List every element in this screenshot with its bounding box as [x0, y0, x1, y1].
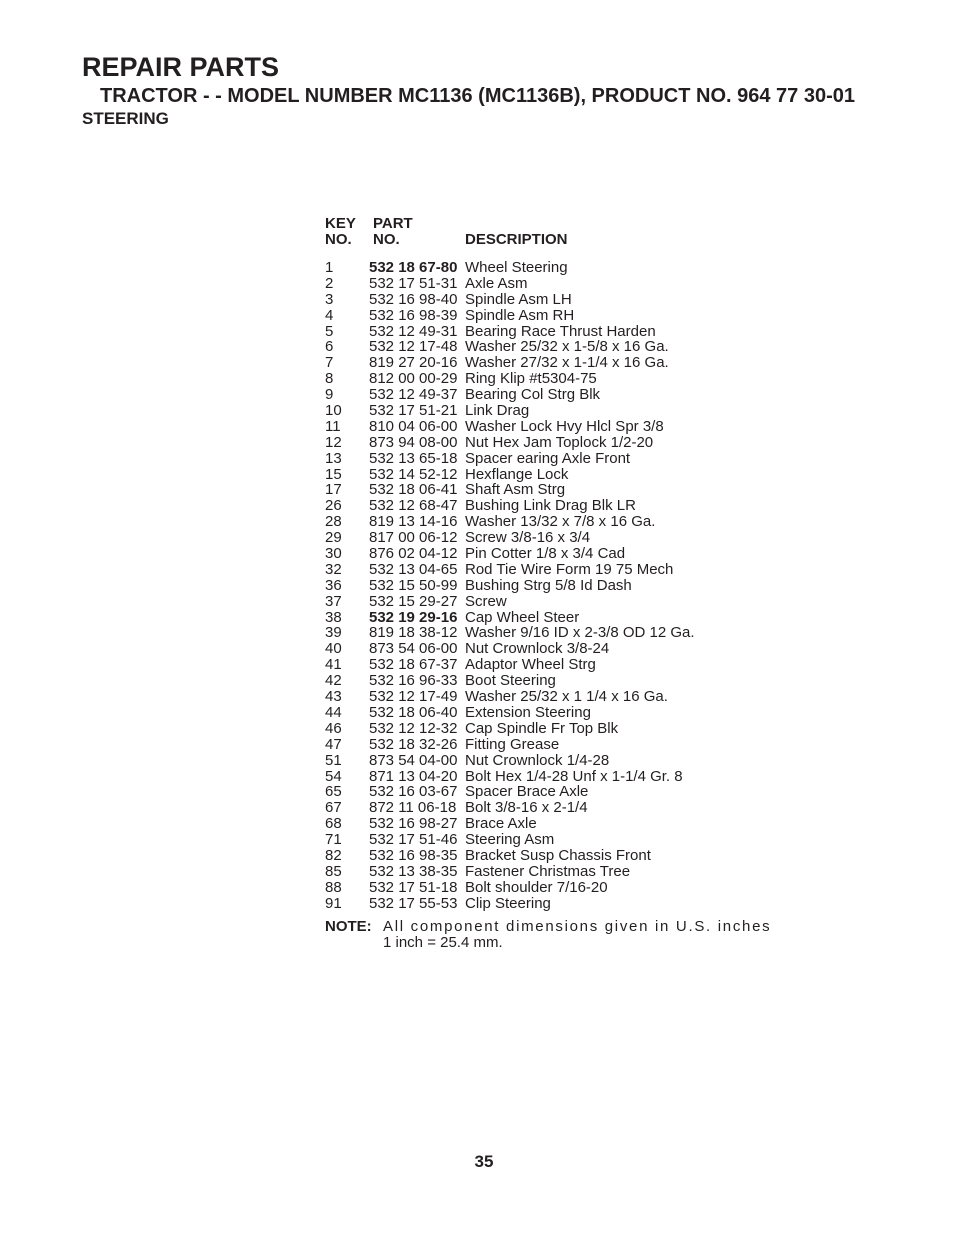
key-number: 32 — [325, 560, 342, 578]
part-description: Nut Crownlock 3/8-24 — [465, 640, 610, 658]
key-number: 54 — [325, 767, 342, 785]
part-description: Nut Crownlock 1/4-28 — [465, 751, 610, 769]
key-number: 44 — [325, 703, 342, 721]
table-row — [325, 276, 795, 292]
part-description: Washer 25/32 x 1-5/8 x 16 Ga. — [465, 338, 669, 356]
part-number: 532 16 98-27 — [369, 815, 458, 833]
note — [325, 919, 795, 953]
key-number: 1 — [325, 259, 334, 276]
part-description: Bracket Susp Chassis Front — [465, 846, 651, 864]
table-row — [325, 451, 795, 467]
key-number: 41 — [325, 656, 342, 674]
table-row — [325, 498, 795, 514]
table-row — [325, 610, 795, 626]
key-number: 68 — [325, 815, 342, 833]
part-number: 532 12 12-32 — [369, 719, 458, 737]
key-number: 51 — [325, 751, 342, 769]
table-row — [325, 482, 795, 498]
part-description: Bolt 3/8-16 x 2-1/4 — [465, 799, 588, 817]
part-description: Cap Wheel Steer — [465, 608, 580, 626]
key-number: 36 — [325, 576, 342, 594]
table-row — [325, 832, 795, 848]
table-row — [325, 530, 795, 546]
key-header-line2: NO. — [325, 231, 352, 248]
table-row — [325, 784, 795, 800]
table-row — [325, 848, 795, 864]
part-number: 532 17 51-46 — [369, 831, 458, 849]
part-number: 532 18 06-40 — [369, 703, 458, 721]
part-description: Rod Tie Wire Form 19 75 Mech — [465, 560, 674, 578]
part-number: 532 15 29-27 — [369, 592, 458, 610]
part-description: Bearing Race Thrust Harden — [465, 322, 656, 340]
part-description: Wheel Steering — [465, 259, 568, 276]
part-description: Fastener Christmas Tree — [465, 862, 631, 880]
table-row — [325, 641, 795, 657]
part-number: 532 18 67-80 — [369, 259, 458, 276]
part-description: Bolt Hex 1/4-28 Unf x 1-1/4 Gr. 8 — [465, 767, 683, 785]
part-number: 876 02 04-12 — [369, 545, 458, 563]
key-number: 26 — [325, 497, 342, 515]
page-title: REPAIR PARTS — [82, 52, 280, 82]
part-description: Pin Cotter 1/8 x 3/4 Cad — [465, 545, 626, 563]
table-row — [325, 371, 795, 387]
key-number: 37 — [325, 592, 342, 610]
key-number: 9 — [325, 386, 334, 404]
part-description: Clip Steering — [465, 894, 551, 912]
table-row — [325, 769, 795, 785]
section-heading: STEERING — [82, 109, 169, 128]
part-number: 532 13 65-18 — [369, 449, 458, 467]
part-number: 812 00 00-29 — [369, 370, 458, 388]
part-number: 532 16 98-35 — [369, 846, 458, 864]
key-number: 4 — [325, 306, 334, 324]
part-number: 817 00 06-12 — [369, 529, 458, 547]
key-number: 38 — [325, 608, 342, 626]
key-number: 6 — [325, 338, 334, 356]
table-row — [325, 403, 795, 419]
part-description: Washer 27/32 x 1-1/4 x 16 Ga. — [465, 354, 669, 372]
key-number: 12 — [325, 433, 342, 451]
key-number: 29 — [325, 529, 342, 547]
page-number: 35 — [474, 1152, 494, 1171]
note-label: NOTE: — [325, 917, 372, 935]
table-row — [325, 689, 795, 705]
table-row — [325, 673, 795, 689]
part-number: 532 13 38-35 — [369, 862, 458, 880]
table-row — [325, 578, 795, 594]
part-number: 532 17 51-18 — [369, 878, 458, 896]
part-number: 532 18 32-26 — [369, 735, 458, 753]
part-number: 819 13 14-16 — [369, 513, 458, 531]
table-row — [325, 546, 795, 562]
table-row — [325, 864, 795, 880]
key-number: 10 — [325, 402, 342, 420]
part-number: 532 16 98-39 — [369, 306, 458, 324]
part-description: Washer 9/16 ID x 2-3/8 OD 12 Ga. — [465, 624, 695, 642]
part-number: 532 13 04-65 — [369, 560, 458, 578]
part-description: Adaptor Wheel Strg — [465, 656, 596, 674]
part-description: Spindle Asm LH — [465, 290, 572, 308]
key-number: 82 — [325, 846, 342, 864]
key-number: 85 — [325, 862, 342, 880]
part-number: 532 16 03-67 — [369, 783, 458, 801]
table-row — [325, 737, 795, 753]
key-number: 17 — [325, 481, 342, 499]
part-number: 873 94 08-00 — [369, 433, 458, 451]
key-header-line1: KEY — [325, 215, 356, 232]
table-row — [325, 880, 795, 896]
part-description: Boot Steering — [465, 672, 556, 690]
part-description: Spacer Brace Axle — [465, 783, 589, 801]
part-number: 532 17 55-53 — [369, 894, 458, 912]
parts-list — [325, 216, 795, 953]
part-description: Hexflange Lock — [465, 465, 569, 483]
table-row — [325, 721, 795, 737]
part-number: 871 13 04-20 — [369, 767, 458, 785]
note-line2: 1 inch = 25.4 mm. — [383, 933, 503, 951]
table-row — [325, 387, 795, 403]
part-description: Ring Klip #t5304-75 — [465, 370, 597, 388]
part-number: 819 18 38-12 — [369, 624, 458, 642]
part-description: Bearing Col Strg Blk — [465, 386, 601, 404]
part-number: 532 12 68-47 — [369, 497, 458, 515]
part-description: Axle Asm — [465, 274, 528, 292]
key-number: 28 — [325, 513, 342, 531]
table-row — [325, 594, 795, 610]
part-description: Bushing Strg 5/8 Id Dash — [465, 576, 632, 594]
part-description: Cap Spindle Fr Top Blk — [465, 719, 619, 737]
table-row — [325, 816, 795, 832]
table-row — [325, 308, 795, 324]
table-row — [325, 562, 795, 578]
parts-list-header — [325, 216, 795, 252]
key-number: 13 — [325, 449, 342, 467]
part-number: 532 12 17-48 — [369, 338, 458, 356]
table-row — [325, 419, 795, 435]
part-description: Steering Asm — [465, 831, 555, 849]
key-number: 15 — [325, 465, 342, 483]
part-number: 532 17 51-31 — [369, 274, 458, 292]
description-header: DESCRIPTION — [465, 231, 568, 248]
part-description: Screw — [465, 592, 507, 610]
part-number: 532 12 49-31 — [369, 322, 458, 340]
part-description: Spindle Asm RH — [465, 306, 575, 324]
table-row — [325, 657, 795, 673]
part-number: 532 18 06-41 — [369, 481, 458, 499]
part-description: Washer Lock Hvy Hlcl Spr 3/8 — [465, 417, 664, 435]
part-description: Washer 25/32 x 1 1/4 x 16 Ga. — [465, 688, 668, 706]
part-number: 532 19 29-16 — [369, 608, 458, 626]
part-description: Link Drag — [465, 402, 530, 420]
table-row — [325, 339, 795, 355]
part-number: 532 15 50-99 — [369, 576, 458, 594]
table-row — [325, 753, 795, 769]
key-number: 5 — [325, 322, 334, 340]
parts-rows — [325, 260, 795, 912]
part-description: Washer 13/32 x 7/8 x 16 Ga. — [465, 513, 656, 531]
key-number: 8 — [325, 370, 334, 388]
table-row — [325, 324, 795, 340]
part-description: Fitting Grease — [465, 735, 560, 753]
part-description: Nut Hex Jam Toplock 1/2-20 — [465, 433, 654, 451]
part-description: Extension Steering — [465, 703, 591, 721]
part-number: 810 04 06-00 — [369, 417, 458, 435]
table-row — [325, 514, 795, 530]
key-number: 42 — [325, 672, 342, 690]
key-number: 91 — [325, 894, 342, 912]
table-row — [325, 800, 795, 816]
table-row — [325, 705, 795, 721]
part-description: Brace Axle — [465, 815, 537, 833]
key-number: 30 — [325, 545, 342, 563]
part-description: Bushing Link Drag Blk LR — [465, 497, 636, 515]
part-number: 532 14 52-12 — [369, 465, 458, 483]
part-header-line1: PART — [373, 215, 413, 232]
part-number: 873 54 04-00 — [369, 751, 458, 769]
part-number: 532 12 49-37 — [369, 386, 458, 404]
key-number: 88 — [325, 878, 342, 896]
part-number: 532 16 98-40 — [369, 290, 458, 308]
key-number: 7 — [325, 354, 334, 372]
part-description: Screw 3/8-16 x 3/4 — [465, 529, 591, 547]
key-number: 39 — [325, 624, 342, 642]
part-description: Bolt shoulder 7/16-20 — [465, 878, 608, 896]
part-number: 532 18 67-37 — [369, 656, 458, 674]
table-row — [325, 355, 795, 371]
key-number: 65 — [325, 783, 342, 801]
part-number: 532 12 17-49 — [369, 688, 458, 706]
key-number: 3 — [325, 290, 334, 308]
table-row — [325, 260, 795, 276]
table-row — [325, 435, 795, 451]
key-number: 43 — [325, 688, 342, 706]
part-number: 873 54 06-00 — [369, 640, 458, 658]
table-row — [325, 625, 795, 641]
key-number: 46 — [325, 719, 342, 737]
key-number: 47 — [325, 735, 342, 753]
part-description: Spacer earing Axle Front — [465, 449, 631, 467]
table-row — [325, 896, 795, 912]
table-row — [325, 467, 795, 483]
key-number: 71 — [325, 831, 342, 849]
part-number: 532 16 96-33 — [369, 672, 458, 690]
part-number: 532 17 51-21 — [369, 402, 458, 420]
key-number: 40 — [325, 640, 342, 658]
part-number: 872 11 06-18 — [369, 799, 457, 817]
note-line1: All component dimensions given in U.S. inches — [383, 917, 772, 935]
part-header-line2: NO. — [373, 231, 400, 248]
key-number: 67 — [325, 799, 342, 817]
part-description: Shaft Asm Strg — [465, 481, 566, 499]
key-number: 11 — [325, 417, 341, 435]
part-number: 819 27 20-16 — [369, 354, 458, 372]
table-row — [325, 292, 795, 308]
key-number: 2 — [325, 274, 334, 292]
model-subtitle: TRACTOR - - MODEL NUMBER MC1136 (MC1136B), PRODUCT NO. 964 77 30-01 — [100, 85, 855, 107]
